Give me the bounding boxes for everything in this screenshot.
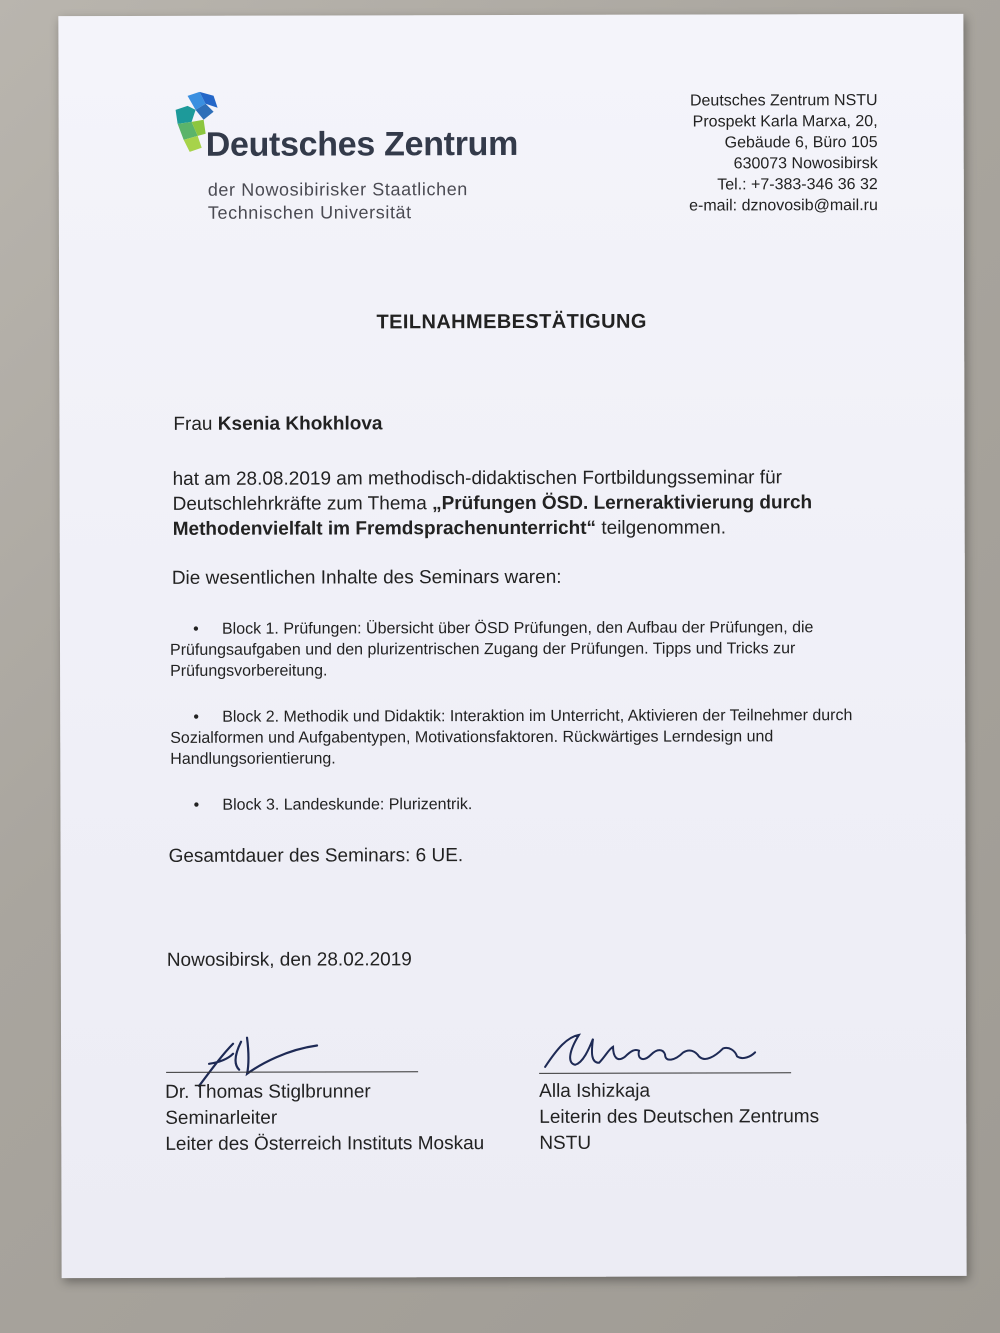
block-text: Block 1. Prüfungen: Übersicht über ÖSD Prüfungen, den Aufbau der Prüfungen, die Prüfungsaufgaben und den plurizentrischen Zugang der Prüfungen. Tipps und Tricks zur Prüfungsvorbereitung. [169, 619, 814, 680]
signatory-role: NSTU [539, 1132, 592, 1154]
certificate-paper [58, 14, 966, 1278]
signatory-name: Alla Ishizkaja [539, 1080, 651, 1102]
place-and-date: Nowosibirsk, den 28.02.2019 [166, 949, 412, 971]
paragraph-part2: teilgenommen. [601, 517, 726, 539]
logo-subtitle-line1: der Nowosibirisker Staatlichen [207, 179, 468, 200]
participation-paragraph [173, 465, 893, 542]
address-line: Prospekt Karla Marxa, 20, [692, 113, 878, 131]
document-title: TEILNAHMEBESTÄTIGUNG [376, 310, 647, 334]
seminar-topic: „Prüfungen ÖSD. Lerneraktivierung durch Methodenvielfalt im Fremdsprachenunterricht“ [172, 492, 813, 540]
bullet-icon: • [193, 796, 200, 814]
signatory-role: Seminarleiter [165, 1107, 278, 1129]
contents-intro: Die wesentlichen Inhalte des Seminars waren: [171, 566, 562, 589]
signatory-role: Leiter des Österreich Instituts Moskau [165, 1133, 485, 1155]
signatory-right [539, 1078, 819, 1157]
salutation [173, 413, 382, 436]
contents-list [170, 617, 901, 841]
address-block [689, 90, 878, 216]
bullet-icon: • [193, 620, 199, 638]
block-text: Block 3. Landeskunde: Plurizentrik. [222, 796, 473, 814]
list-item [170, 793, 900, 816]
list-item [170, 617, 900, 682]
logo-name: Deutsches Zentrum [205, 124, 519, 164]
address-email: e-mail: dznovosib@mail.ru [689, 197, 878, 215]
signatory-name: Dr. Thomas Stiglbrunner [165, 1081, 371, 1103]
block-text: Block 2. Methodik und Didaktik: Interaktion im Unterricht, Aktivieren der Teilnehmer durch Sozialformen und Aufgabentypen, Motivationsfaktoren. Rückwärtiges Lerndesign und Handlungsorientierung. [170, 707, 853, 768]
signatory-role: Leiterin des Deutschen Zentrums [539, 1106, 820, 1128]
list-item [170, 705, 900, 770]
salutation-prefix: Frau [173, 413, 213, 435]
bullet-icon: • [193, 708, 200, 726]
logo-subtitle-line2: Technischen Universität [207, 202, 412, 223]
address-phone: Tel.: +7-383-346 36 32 [717, 176, 878, 194]
address-line: 630073 Nowosibirsk [733, 155, 878, 173]
participant-name: Ksenia Khokhlova [217, 413, 383, 435]
address-line: Deutsches Zentrum NSTU [689, 92, 878, 110]
seminar-duration: Gesamtdauer des Seminars: 6 UE. [168, 845, 464, 867]
address-line: Gebäude 6, Büro 105 [724, 134, 878, 152]
signature-right [539, 1026, 759, 1077]
paragraph-part1: hat am 28.08.2019 am methodisch-didaktischen Fortbildungsseminar für Deutschlehrkräfte zum Thema [172, 467, 782, 515]
signatory-left [165, 1079, 484, 1158]
